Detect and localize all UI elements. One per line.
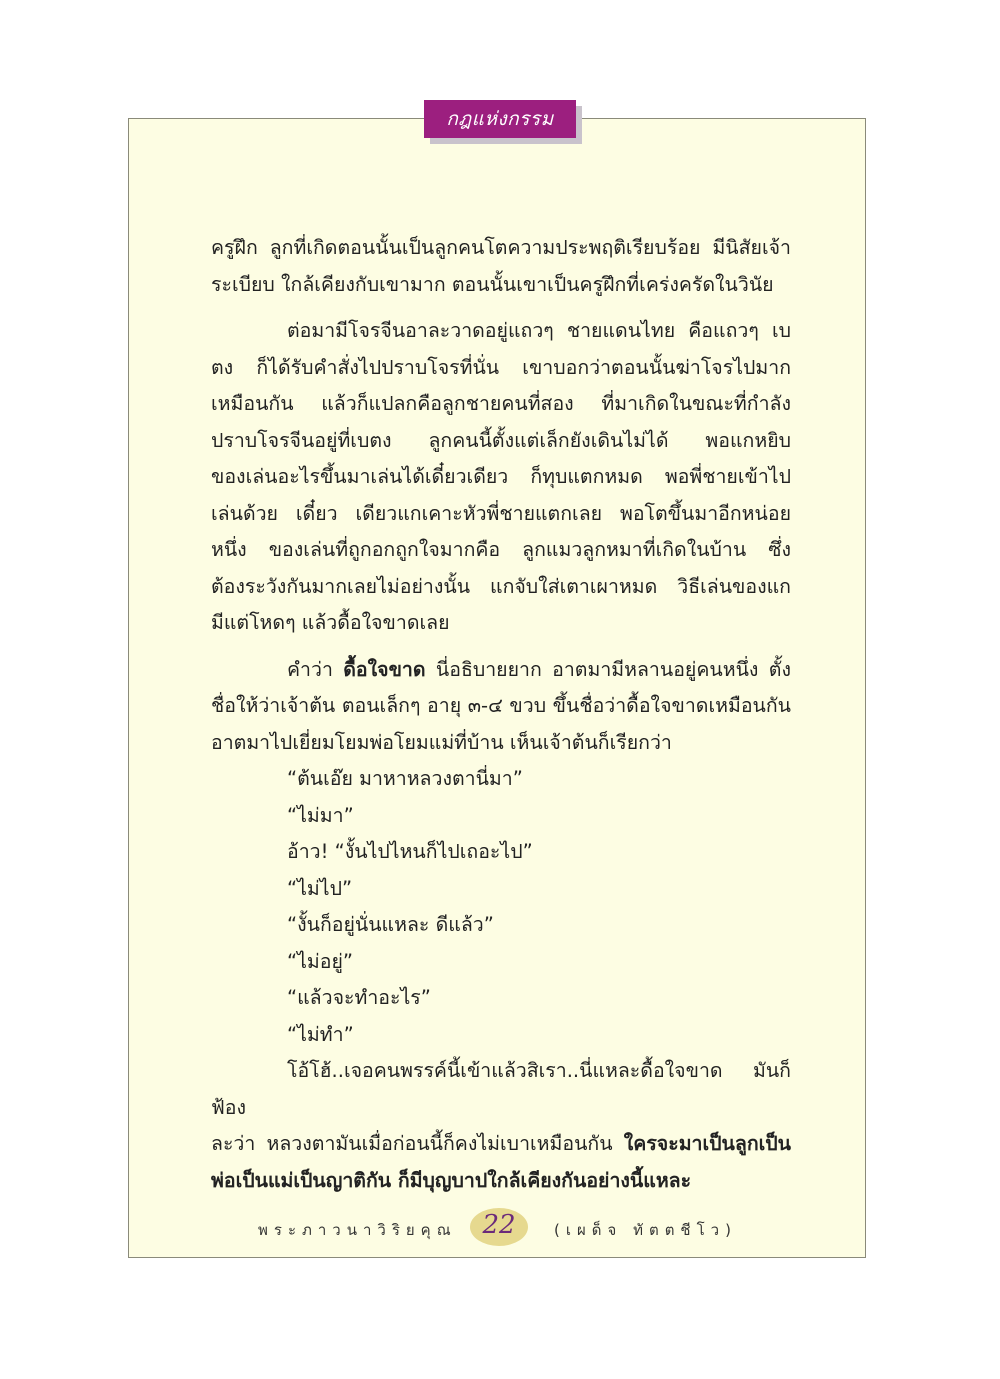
final-paragraph-line-3: พ่อเป็นแม่เป็นญาติกัน ก็มีบุญบาปใกล้เคียงกันอย่างนี้แหละ bbox=[211, 1168, 692, 1192]
paragraph-1-line-1: ครูฝึก ลูกที่เกิดตอนนั้นเป็นลูกคนโตความประพฤติเรียบร้อย มีนิสัยเจ้า bbox=[211, 236, 791, 259]
paragraph-2-line-9: มีแต่โหดๆ แล้วดื้อใจขาดเลย bbox=[211, 611, 450, 634]
paragraph-2-line-7: หนึ่ง ของเล่นที่ถูกอกถูกใจมากคือ ลูกแมวลูกหมาที่เกิดในบ้าน ซึ่ง bbox=[211, 538, 791, 561]
p3-post: นี่อธิบายยาก อาตมามีหลานอยู่คนหนึ่ง ตั้ง bbox=[425, 657, 791, 681]
paragraph-2-line-2: ตง ก็ได้รับคำสั่งไปปราบโจรที่นั่น เขาบอกว่าตอนนั้นฆ่าโจรไปมาก bbox=[211, 355, 791, 379]
page-footer bbox=[258, 1205, 737, 1251]
dialog-line-5: “งั้นก็อยู่นั่นแหละ ดีแล้ว” bbox=[287, 913, 494, 936]
paragraph-3-line-2: ชื่อให้ว่าเจ้าต้น ตอนเล็กๆ อายุ ๓-๔ ขวบ ขึ้นชื่อว่าดื้อใจขาดเหมือนกัน bbox=[211, 694, 791, 717]
p3-pre: คำว่า bbox=[287, 657, 344, 681]
final-line-2-normal: ละว่า หลวงตามันเมื่อก่อนนี้ก็คงไม่เบาเหมือนกัน bbox=[211, 1132, 624, 1155]
dialog-line-1: “ต้นเอ๊ย มาหาหลวงตานี่มา” bbox=[287, 767, 523, 790]
footer-author-title: พระภาวนาวิริยคุณ bbox=[258, 1221, 457, 1239]
paragraph-2-line-3: เหมือนกัน แล้วก็แปลกคือลูกชายคนที่สอง ที่มาเกิดในขณะที่กำลัง bbox=[211, 392, 791, 415]
header-tab bbox=[424, 100, 576, 138]
dialog-line-8: “ไม่ทำ” bbox=[287, 1022, 354, 1046]
page-number: 22 bbox=[482, 1210, 516, 1240]
dialog-line-2: “ไม่มา” bbox=[287, 803, 354, 827]
header-tab-title: กฎแห่งกรรม bbox=[446, 108, 554, 130]
paragraph-3-line-3: อาตมาไปเยี่ยมโยมพ่อโยมแม่ที่บ้าน เห็นเจ้าต้นก็เรียกว่า bbox=[211, 730, 672, 754]
footer-author-name: (เผด็จ ทัตตชีโว) bbox=[554, 1221, 737, 1239]
paragraph-2-line-5: ของเล่นอะไรขึ้นมาเล่นได้เดี๋ยวเดียว ก็ทุบแตกหมด พอพี่ชายเข้าไป bbox=[211, 465, 791, 488]
dialog-line-4: “ไม่ไป” bbox=[287, 876, 353, 900]
dialog-line-6: “ไม่อยู่” bbox=[287, 949, 354, 973]
final-line-2-bold: ใครจะมาเป็นลูกเป็น bbox=[623, 1132, 791, 1155]
body-text bbox=[211, 230, 791, 1199]
paragraph-2-line-8: ต้องระวังกันมากเลยไม่อย่างนั้น แกจับใส่เตาเผาหมด วิธีเล่นของแก bbox=[211, 574, 791, 598]
dialog-line-7: “แล้วจะทำอะไร” bbox=[287, 986, 431, 1009]
final-paragraph-line-2 bbox=[211, 1126, 791, 1163]
paragraph-2-line-4: ปราบโจรจีนอยู่ที่เบตง ลูกคนนี้ตั้งแต่เล็กยังเดินไม่ได้ พอแกหยิบ bbox=[211, 428, 791, 452]
p3-bold-term: ดื้อใจขาด bbox=[343, 657, 426, 681]
final-paragraph-line-1: โอ้โฮ้..เจอคนพรรค์นี้เข้าแล้วสิเรา..นี่แหละดื้อใจขาด มันก็ฟ้อง bbox=[211, 1059, 791, 1119]
paragraph-3-line-1 bbox=[211, 652, 791, 689]
dialog-line-3: อ้าว! “งั้นไปไหนก็ไปเถอะไป” bbox=[287, 840, 533, 863]
paragraph-1-line-2: ระเบียบ ใกล้เคียงกับเขามาก ตอนนั้นเขาเป็นครูฝึกที่เคร่งครัดในวินัย bbox=[211, 272, 774, 296]
paragraph-2-line-1: ต่อมามีโจรจีนอาละวาดอยู่แถวๆ ชายแดนไทย คือแถวๆ เบ bbox=[287, 319, 791, 342]
paragraph-2-line-6: เล่นด้วย เดี๋ยว เดียวแกเคาะหัวพี่ชายแตกเลย พอโตขึ้นมาอีกหน่อย bbox=[211, 501, 791, 525]
